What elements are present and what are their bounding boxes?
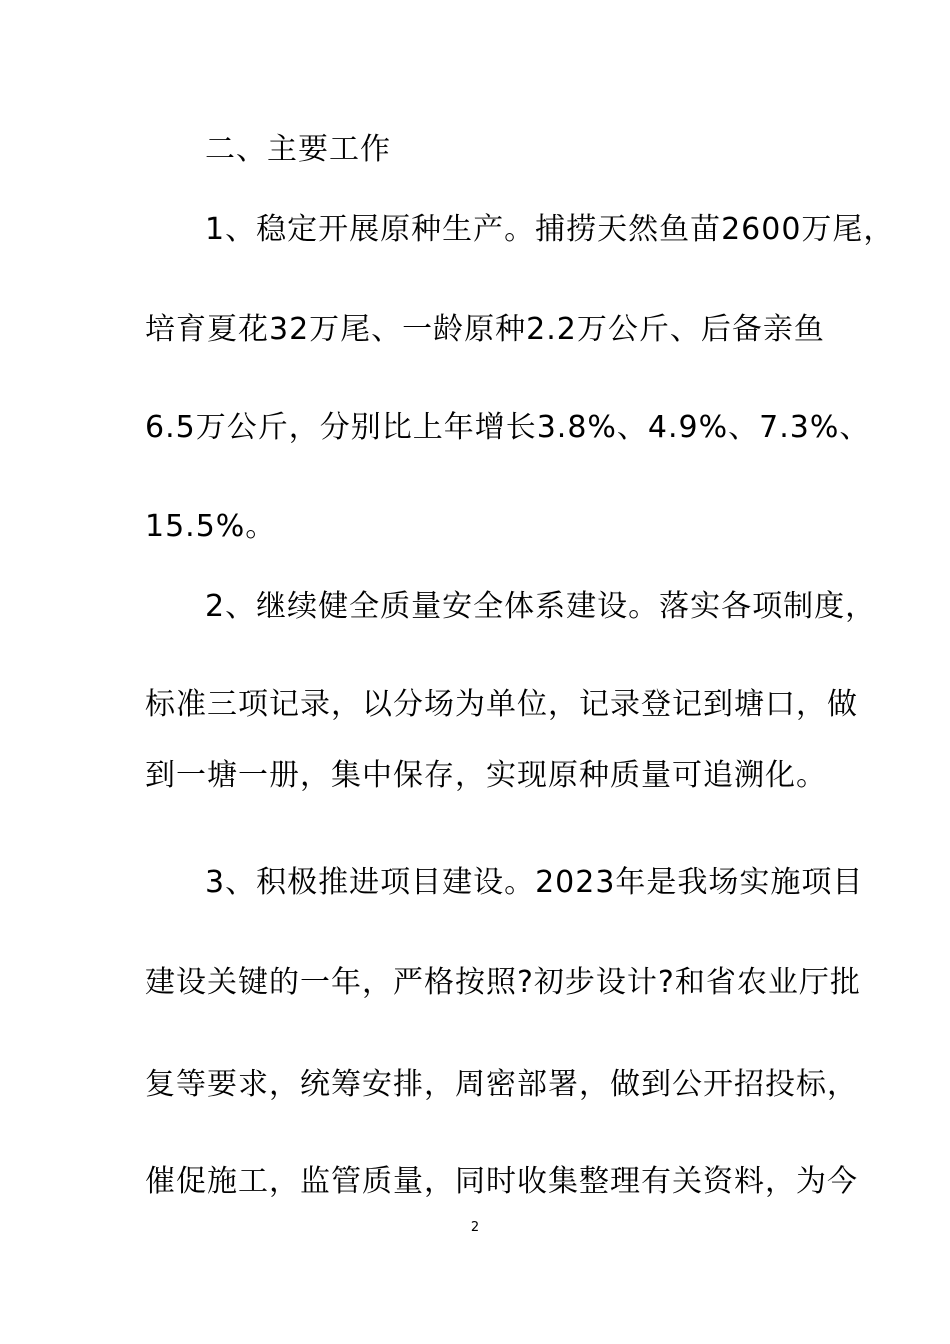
paragraph-line: 标准三项记录，以分场为单位，记录登记到塘口，做 bbox=[145, 687, 858, 722]
section-heading: 二、主要工作 bbox=[205, 132, 391, 167]
paragraph-line: 2、继续健全质量安全体系建设。落实各项制度， bbox=[205, 589, 877, 624]
paragraph-line: 催促施工，监管质量，同时收集整理有关资料，为今 bbox=[145, 1164, 858, 1199]
paragraph-line: 建设关键的一年，严格按照?初步设计?和省农业厅批 bbox=[145, 965, 861, 1000]
paragraph-line: 复等要求，统筹安排，周密部署，做到公开招投标， bbox=[145, 1067, 858, 1102]
paragraph-line: 6.5万公斤，分别比上年增长3.8%、4.9%、7.3%、 bbox=[145, 410, 871, 445]
paragraph-line: 1、稳定开展原种生产。捕捞天然鱼苗2600万尾， bbox=[205, 212, 895, 247]
paragraph-line: 培育夏花32万尾、一龄原种2.2万公斤、后备亲鱼 bbox=[145, 312, 825, 347]
page-number: 2 bbox=[470, 1220, 480, 1235]
paragraph-line: 15.5%。 bbox=[145, 509, 277, 544]
paragraph-line: 到一塘一册，集中保存，实现原种质量可追溯化。 bbox=[145, 758, 827, 793]
paragraph-line: 3、积极推进项目建设。2023年是我场实施项目 bbox=[205, 865, 864, 900]
